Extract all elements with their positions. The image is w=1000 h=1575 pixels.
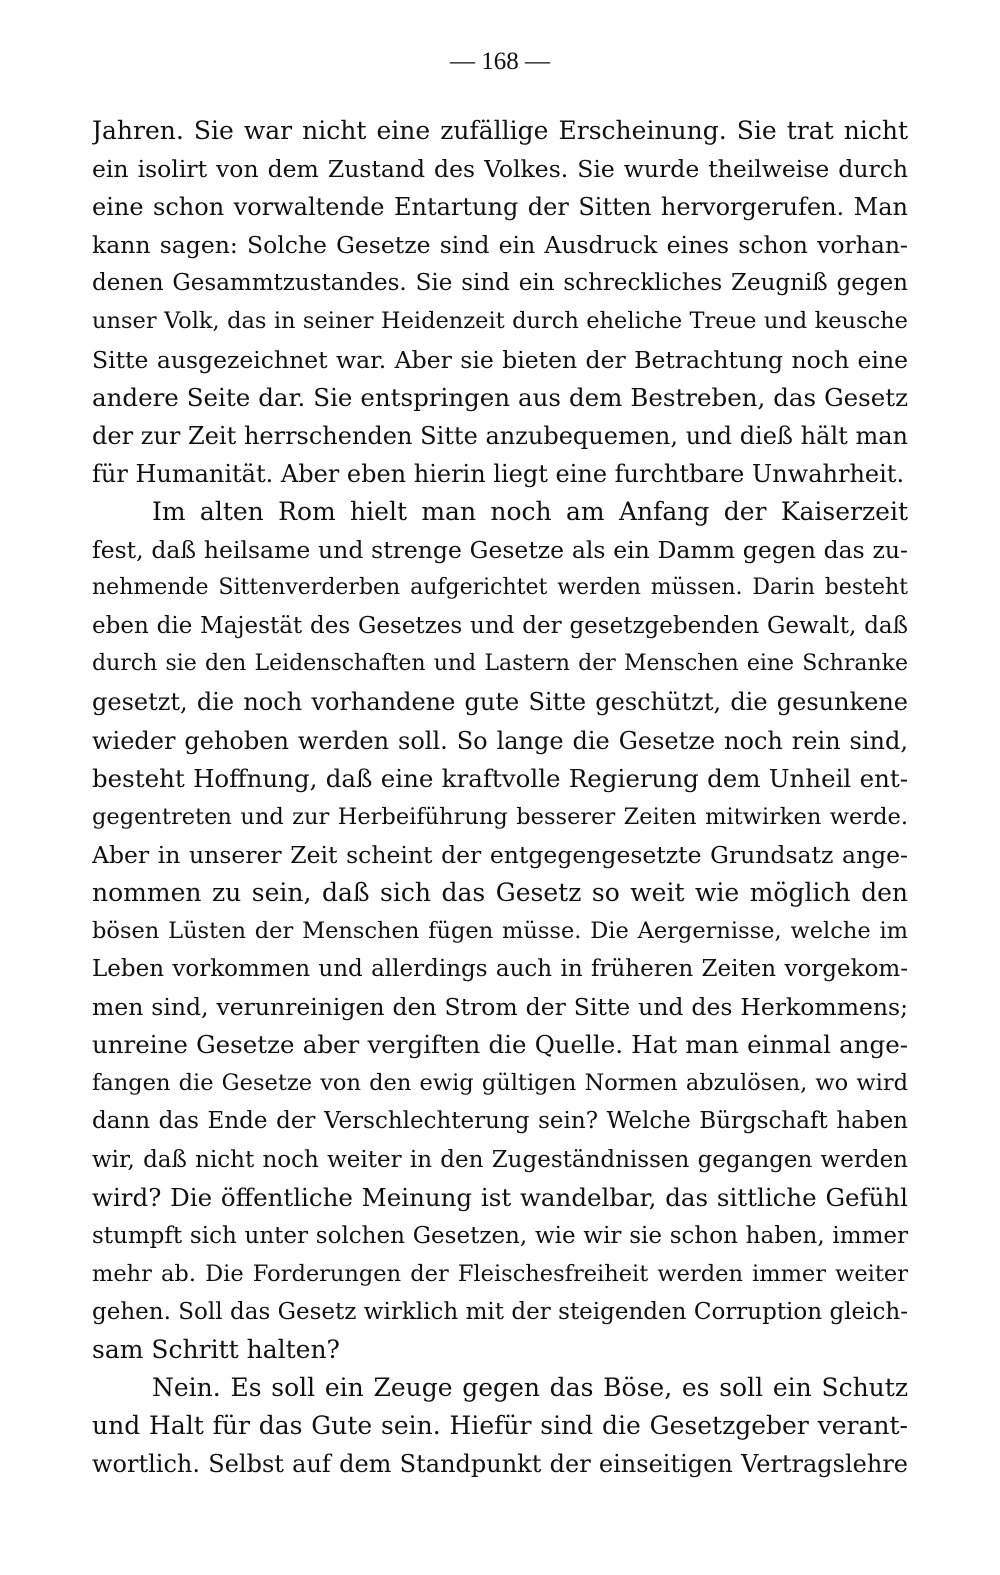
text-line: gesetzt, die noch vorhandene gute Sitte geschützt, die gesunkene: [92, 688, 908, 717]
text-body: [92, 112, 908, 1483]
text-line: und Halt für das Gute sein. Hiefür sind die Gesetzgeber verant-: [92, 1411, 908, 1441]
text-line: wird? Die öffentliche Meinung ist wandelbar, das sittliche Gefühl: [92, 1182, 908, 1212]
text-line: nehmende Sittenverderben aufgerichtet werden müssen. Darin besteht: [92, 575, 908, 601]
text-line: Im alten Rom hielt man noch am Anfang der Kaiserzeit: [152, 496, 908, 526]
text-line: eine schon vorwaltende Entartung der Sitten hervorgerufen. Man: [92, 193, 908, 222]
text-line: eben die Majestät des Gesetzes und der gesetzgebenden Gewalt, daß: [92, 613, 908, 640]
text-line: durch sie den Leidenschaften und Lastern der Menschen eine Schranke: [92, 651, 908, 677]
text-line: denen Gesammtzustandes. Sie sind ein schreckliches Zeugniß gegen: [92, 270, 908, 297]
text-line: Aber in unserer Zeit scheint der entgegengesetzte Grundsatz ange-: [92, 840, 908, 869]
text-line: mehr ab. Die Forderungen der Fleischesfreiheit werden immer weiter: [92, 1260, 908, 1287]
text-line: ein isolirt von dem Zustand des Volkes. Sie wurde theilweise durch: [92, 155, 908, 184]
text-line: gehen. Soll das Gesetz wirklich mit der steigenden Corruption gleich-: [92, 1298, 908, 1325]
text-line: sam Schritt halten?: [92, 1335, 340, 1364]
page-number: — 168 —: [450, 48, 550, 75]
paragraph: [92, 112, 908, 493]
paragraph: [92, 493, 908, 1369]
text-line: der zur Zeit herrschenden Sitte anzubequemen, und dieß hält man: [92, 421, 908, 450]
text-line: unser Volk, das in seiner Heidenzeit durch eheliche Treue und keusche: [92, 308, 908, 335]
paragraph: [92, 1369, 908, 1483]
text-line: für Humanität. Aber eben hierin liegt eine furchtbare Unwahrheit.: [92, 459, 905, 488]
text-line: dann das Ende der Verschlechterung sein? Welche Bürgschaft haben: [92, 1108, 908, 1135]
text-line: kann sagen: Solche Gesetze sind ein Ausdruck eines schon vorhan-: [92, 231, 908, 260]
text-line: gegentreten und zur Herbeiführung besserer Zeiten mitwirken werde.: [92, 803, 908, 830]
text-line: stumpft sich unter solchen Gesetzen, wie wir sie schon haben, immer: [92, 1222, 908, 1249]
text-line: fest, daß heilsame und strenge Gesetze als ein Damm gegen das zu-: [92, 536, 908, 565]
text-line: besteht Hoffnung, daß eine kraftvolle Regierung dem Unheil ent-: [92, 763, 908, 793]
text-line: Jahren. Sie war nicht eine zufällige Erscheinung. Sie trat nicht: [92, 116, 908, 145]
text-line: men sind, verunreinigen den Strom der Sitte und des Herkommens;: [92, 993, 908, 1022]
text-line: wieder gehoben werden soll. So lange die Gesetze noch rein sind,: [92, 726, 908, 755]
text-line: Nein. Es soll ein Zeuge gegen das Böse, es soll ein Schutz: [152, 1373, 908, 1403]
text-line: unreine Gesetze aber vergiften die Quelle. Hat man einmal ange-: [92, 1030, 908, 1060]
text-line: andere Seite dar. Sie entspringen aus dem Bestreben, das Gesetz: [92, 382, 908, 412]
text-line: nommen zu sein, daß sich das Gesetz so weit wie möglich den: [92, 877, 908, 907]
text-line: bösen Lüsten der Menschen fügen müsse. Die Aergernisse, welche im: [92, 917, 908, 944]
text-line: Leben vorkommen und allerdings auch in früheren Zeiten vorgekom-: [92, 956, 908, 983]
text-line: wortlich. Selbst auf dem Standpunkt der einseitigen Vertragslehre: [92, 1450, 908, 1479]
text-line: Sitte ausgezeichnet war. Aber sie bieten der Betrachtung noch eine: [92, 345, 908, 374]
text-line: wir, daß nicht noch weiter in den Zugeständnissen gegangen werden: [92, 1146, 908, 1173]
text-line: fangen die Gesetze von den ewig gültigen Normen abzulösen, wo wird: [92, 1070, 908, 1097]
